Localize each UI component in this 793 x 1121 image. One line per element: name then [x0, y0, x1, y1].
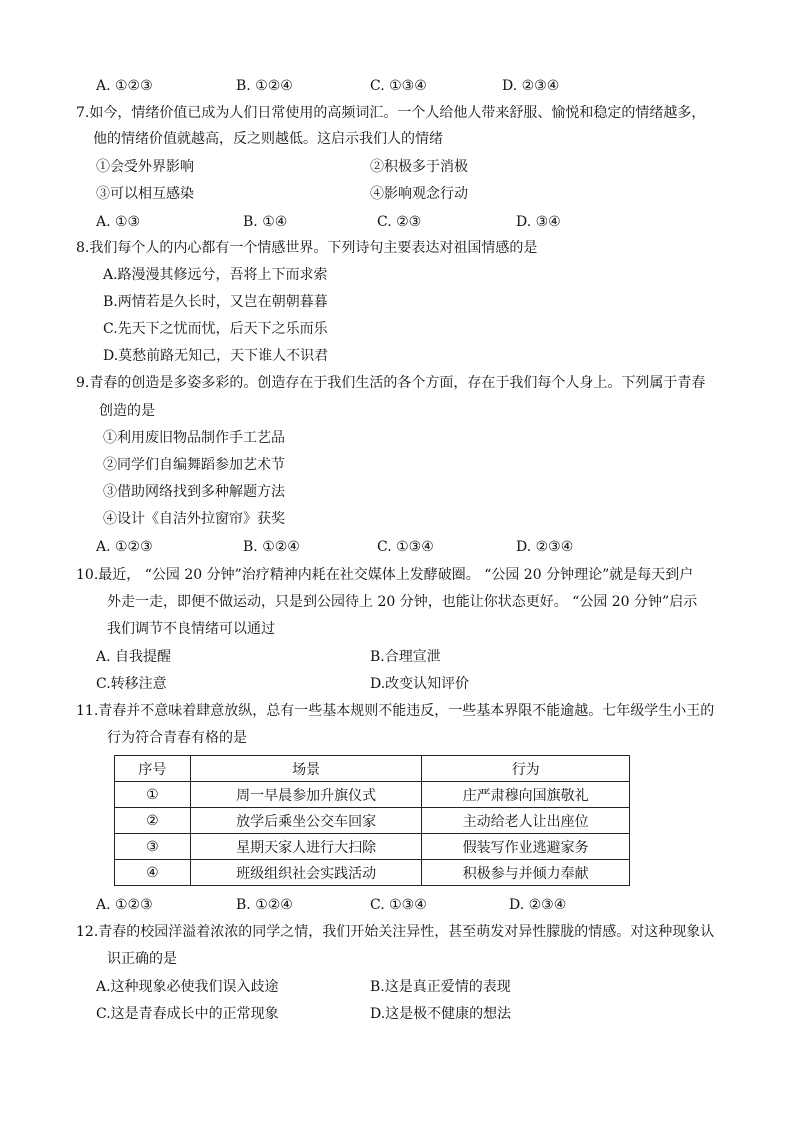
table-row — [115, 782, 630, 808]
table-row — [115, 834, 630, 860]
table-cell: ② — [115, 808, 191, 834]
q7-item-4: ④影响观念行动 — [370, 186, 468, 202]
table-cell: 积极参与并倾力奉献 — [422, 860, 630, 886]
q11-table — [114, 755, 630, 886]
q9-option-c: C. ①③④ — [377, 539, 434, 555]
q12-stem-line2: 识正确的是 — [107, 951, 177, 967]
table-cell: 放学后乘坐公交车回家 — [190, 808, 422, 834]
table-cell: 主动给老人让出座位 — [422, 808, 630, 834]
table-cell: 周一早晨参加升旗仪式 — [190, 782, 422, 808]
q9-stem-line1: 9.青春的创造是多姿多彩的。创造存在于我们生活的各个方面，存在于我们每个人身上。下列属于青春 — [76, 375, 706, 391]
table-cell: 庄严肃穆向国旗敬礼 — [422, 782, 630, 808]
q11-stem-line2: 行为符合青春有格的是 — [107, 730, 247, 746]
q6-option-d: D. ②③④ — [502, 78, 560, 94]
q6-option-c: C. ①③④ — [370, 78, 427, 94]
q9-stem-line2: 创造的是 — [99, 403, 155, 419]
q9-option-a: A. ①②③ — [96, 539, 153, 555]
q10-option-b: B.合理宣泄 — [370, 649, 441, 665]
q8-option-d: D.莫愁前路无知己，天下谁人不识君 — [103, 348, 329, 364]
q9-option-d: D. ②③④ — [516, 539, 574, 555]
q11-stem-line1: 11.青春并不意味着肆意放纵，总有一些基本规则不能违反，一些基本界限不能逾越。七年级学生小王的 — [76, 703, 715, 719]
q8-stem-line1: 8.我们每个人的内心都有一个情感世界。下列诗句主要表达对祖国情感的是 — [76, 240, 538, 256]
q10-stem-line3: 我们调节不良情绪可以通过 — [107, 621, 275, 637]
table-cell: ④ — [115, 860, 191, 886]
q7-option-c: C. ②③ — [377, 214, 422, 230]
q7-item-2: ②积极多于消极 — [370, 159, 468, 175]
q7-stem-line2: 他的情绪价值就越高，反之则越低。这启示我们人的情绪 — [93, 131, 443, 147]
q6-option-b: B. ①②④ — [236, 78, 293, 94]
q10-option-d: D.改变认知评价 — [370, 676, 470, 692]
table-cell: 假装写作业逃避家务 — [422, 834, 630, 860]
q8-option-b: B.两情若是久长时，又岂在朝朝暮暮 — [103, 294, 328, 310]
q9-item-3: ③借助网络找到多种解题方法 — [103, 484, 285, 500]
q11-option-a: A. ①②③ — [96, 897, 153, 913]
q8-option-a: A.路漫漫其修远兮，吾将上下而求索 — [103, 267, 328, 283]
table-cell: 班级组织社会实践活动 — [190, 860, 422, 886]
q9-item-2: ②同学们自编舞蹈参加艺术节 — [103, 457, 285, 473]
q7-option-b: B. ①④ — [243, 214, 288, 230]
q10-stem-line1: 10.最近， “公园 20 分钟”治疗精神内耗在社交媒体上发酵破圈。 “公园 20 分钟理论”就是每天到户 — [76, 567, 694, 583]
table-cell: 星期天家人进行大扫除 — [190, 834, 422, 860]
q9-item-4: ④设计《自洁外拉窗帘》获奖 — [103, 511, 285, 527]
q7-option-a: A. ①③ — [96, 214, 141, 230]
q11-option-b: B. ①②④ — [236, 897, 293, 913]
table-header-index: 序号 — [115, 756, 191, 782]
q11-option-d: D. ②③④ — [509, 897, 567, 913]
table-header-scene: 场景 — [190, 756, 422, 782]
q7-stem-line1: 7.如今，情绪价值已成为人们日常使用的高频词汇。一个人给他人带来舒服、愉悦和稳定的情绪越多， — [76, 105, 706, 121]
q12-option-a: A.这种现象必使我们误入歧途 — [96, 979, 279, 995]
q12-stem-line1: 12.青春的校园洋溢着浓浓的同学之情，我们开始关注异性，甚至萌发对异性朦胧的情感。对这种现象认 — [76, 924, 715, 940]
q7-item-1: ①会受外界影响 — [96, 159, 194, 175]
q7-option-d: D. ③④ — [516, 214, 561, 230]
q10-option-c: C.转移注意 — [96, 676, 167, 692]
table-cell: ③ — [115, 834, 191, 860]
q9-option-b: B. ①②④ — [243, 539, 300, 555]
table-row — [115, 808, 630, 834]
q9-item-1: ①利用废旧物品制作手工艺品 — [103, 430, 285, 446]
table-cell: ① — [115, 782, 191, 808]
q6-option-a: A. ①②③ — [96, 78, 153, 94]
q8-option-c: C.先天下之忧而忧，后天下之乐而乐 — [103, 321, 328, 337]
q10-option-a: A. 自我提醒 — [96, 649, 172, 665]
q7-item-3: ③可以相互感染 — [96, 186, 194, 202]
q12-option-d: D.这是极不健康的想法 — [370, 1006, 512, 1022]
q12-option-c: C.这是青春成长中的正常现象 — [96, 1006, 279, 1022]
table-row — [115, 860, 630, 886]
table-header-behavior: 行为 — [422, 756, 630, 782]
table-header-row — [115, 756, 630, 782]
q11-option-c: C. ①③④ — [370, 897, 427, 913]
q12-option-b: B.这是真正爱情的表现 — [370, 979, 511, 995]
q10-stem-line2: 外走一走，即便不做运动，只是到公园待上 20 分钟，也能让你状态更好。 “公园 20 分钟”启示 — [107, 594, 698, 610]
